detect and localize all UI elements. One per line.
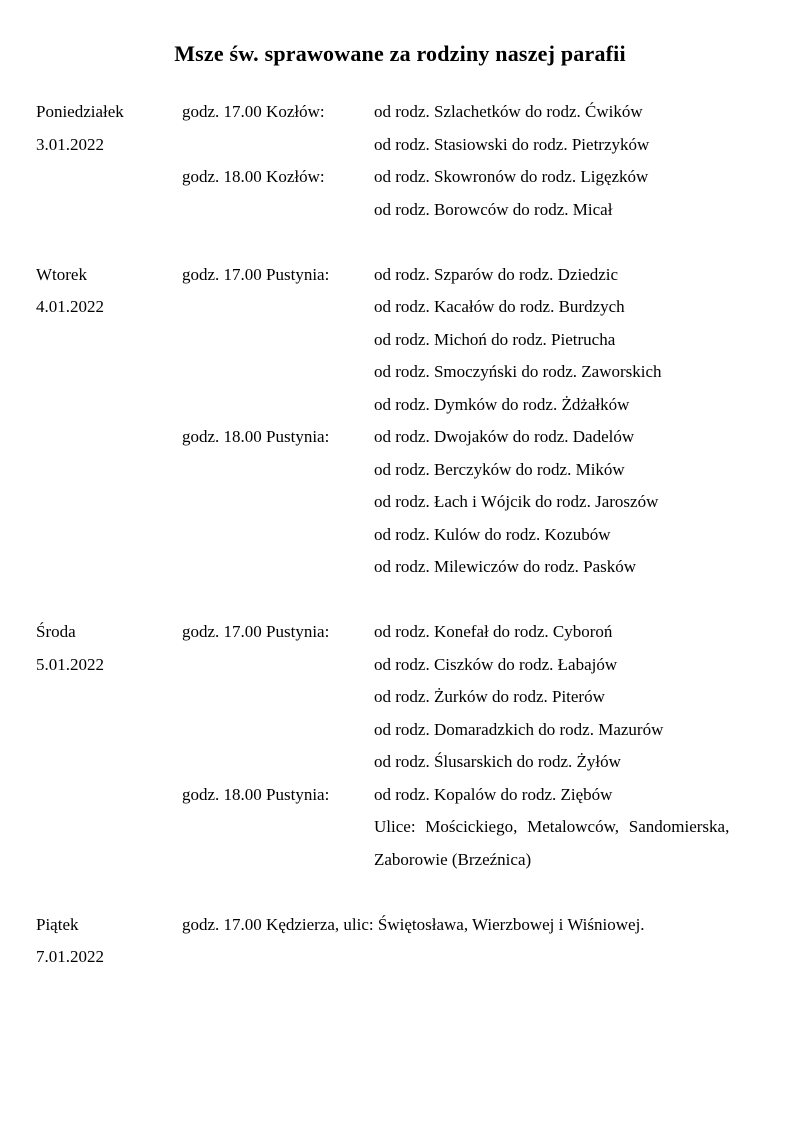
mass-intention: od rodz. Dwojaków do rodz. Dadelów [374, 427, 635, 446]
day-block [0, 616, 800, 876]
mass-intention: od rodz. Ślusarskich do rodz. Żyłów [374, 752, 621, 771]
day-date: 4.01.2022 [36, 297, 104, 316]
mass-intention: od rodz. Stasiowski do rodz. Pietrzyków [374, 134, 650, 154]
section-gap [0, 226, 800, 259]
mass-intention: od rodz. Szparów do rodz. Dziedzic [374, 264, 619, 284]
mass-intention: od rodz. Konefał do rodz. Cyboroń [374, 622, 613, 641]
mass-intention: od rodz. Berczyków do rodz. Mików [374, 459, 625, 479]
schedule-row [0, 129, 800, 162]
schedule-row [0, 389, 800, 422]
section-gap [0, 876, 800, 909]
schedule-row [0, 714, 800, 747]
schedule-row [0, 616, 800, 649]
schedule-row [0, 486, 800, 519]
schedule-row [0, 421, 800, 454]
day-date: 5.01.2022 [36, 654, 104, 674]
schedule-row [0, 649, 800, 682]
day-block [0, 909, 800, 974]
mass-intention: od rodz. Borowców do rodz. Micał [374, 199, 613, 219]
schedule-row [0, 259, 800, 292]
schedule-row [0, 909, 800, 942]
mass-time: godz. 17.00 Kędzierza, ulic: Świętosława, Wierzbowej i Wiśniowej. [182, 914, 645, 934]
mass-time: godz. 17.00 Kozłów: [182, 102, 325, 121]
day-block [0, 96, 800, 226]
day-name: Piątek [36, 914, 79, 934]
schedule-row [0, 681, 800, 714]
schedule-row [0, 811, 800, 844]
schedule-row [0, 551, 800, 584]
day-date: 3.01.2022 [36, 134, 104, 154]
mass-intention: od rodz. Smoczyński do rodz. Zaworskich [374, 362, 662, 381]
schedule-row [0, 291, 800, 324]
mass-time: godz. 18.00 Pustynia: [182, 784, 330, 804]
schedule-row [0, 454, 800, 487]
mass-intention: od rodz. Żurków do rodz. Piterów [374, 687, 605, 706]
mass-intention: od rodz. Ciszków do rodz. Łabajów [374, 654, 618, 674]
mass-intention: od rodz. Kacałów do rodz. Burdzych [374, 297, 625, 316]
schedule-row [0, 161, 800, 194]
schedule-row [0, 519, 800, 552]
mass-time: godz. 17.00 Pustynia: [182, 264, 330, 284]
schedule-row [0, 779, 800, 812]
schedule-row [0, 356, 800, 389]
mass-intention: od rodz. Dymków do rodz. Żdżałków [374, 394, 630, 414]
mass-intention: od rodz. Michoń do rodz. Pietrucha [374, 329, 616, 349]
mass-intention: od rodz. Milewiczów do rodz. Pasków [374, 557, 637, 576]
schedule-row [0, 324, 800, 357]
schedule-row [0, 194, 800, 227]
day-name: Środa [36, 622, 76, 641]
day-block [0, 259, 800, 584]
schedule-row [0, 844, 800, 877]
mass-intention: od rodz. Łach i Wójcik do rodz. Jaroszów [374, 492, 659, 511]
mass-intention: od rodz. Szlachetków do rodz. Ćwików [374, 102, 643, 121]
mass-intention: od rodz. Kopalów do rodz. Ziębów [374, 784, 613, 804]
mass-intention: Zaborowie (Brzeźnica) [374, 849, 532, 869]
mass-time: godz. 17.00 Pustynia: [182, 622, 330, 641]
mass-schedule [0, 96, 800, 974]
section-gap [0, 584, 800, 617]
mass-intention: od rodz. Domaradzkich do rodz. Mazurów [374, 719, 664, 739]
day-date: 7.01.2022 [36, 947, 104, 966]
day-name: Wtorek [36, 264, 87, 284]
page-title: Msze św. sprawowane za rodziny naszej parafii [174, 41, 626, 66]
mass-intention: od rodz. Kulów do rodz. Kozubów [374, 524, 611, 544]
mass-intention: Ulice: Mościckiego, Metalowców, Sandomierska, [374, 817, 730, 836]
mass-intention: od rodz. Skowronów do rodz. Ligęzków [374, 167, 649, 186]
mass-time: godz. 18.00 Pustynia: [182, 427, 330, 446]
day-name: Poniedziałek [36, 102, 124, 121]
schedule-row [0, 96, 800, 129]
schedule-row [0, 941, 800, 974]
schedule-row [0, 746, 800, 779]
mass-time: godz. 18.00 Kozłów: [182, 167, 325, 186]
